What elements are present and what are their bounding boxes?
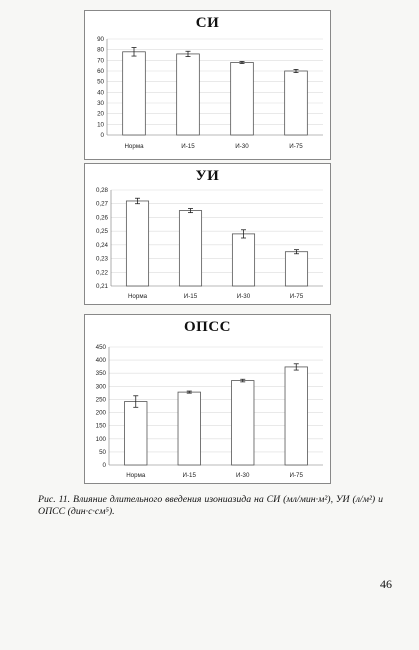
y-tick-label: 60 bbox=[97, 68, 104, 75]
x-tick-label: И-30 bbox=[236, 293, 251, 300]
chart-title: СИ bbox=[195, 15, 220, 31]
x-tick-label: И-15 bbox=[181, 143, 195, 150]
bar bbox=[285, 71, 308, 135]
x-tick-label: И-15 bbox=[183, 293, 198, 300]
y-tick-label: 150 bbox=[95, 422, 106, 430]
y-tick-label: 0 bbox=[102, 462, 106, 469]
x-tick-label: И-15 bbox=[182, 472, 196, 479]
y-tick-label: 0,24 bbox=[95, 241, 108, 249]
bar bbox=[179, 211, 201, 286]
bar bbox=[178, 392, 200, 465]
x-tick-label: Норма bbox=[126, 472, 146, 479]
bar bbox=[285, 252, 307, 286]
chart-opss-plot bbox=[85, 315, 330, 483]
bar bbox=[285, 367, 307, 465]
y-tick-label: 200 bbox=[95, 409, 106, 417]
y-tick-label: 30 bbox=[97, 100, 104, 107]
y-tick-label: 0,27 bbox=[95, 200, 108, 208]
chart-ui bbox=[84, 163, 331, 305]
y-tick-label: 0,23 bbox=[95, 255, 108, 263]
bar bbox=[231, 62, 254, 135]
y-tick-label: 40 bbox=[97, 89, 104, 97]
x-tick-label: Норма bbox=[124, 143, 144, 150]
y-tick-label: 400 bbox=[95, 357, 106, 365]
y-tick-label: 0,28 bbox=[95, 187, 108, 194]
y-tick-label: 350 bbox=[95, 370, 106, 378]
figure-caption: Рис. 11. Влияние длительного введения изониазида на СИ (мл/мин·м²), УИ (л/м²) и ОПСС (дин·с·см⁵). bbox=[38, 494, 383, 517]
bar bbox=[126, 201, 148, 286]
y-tick-label: 80 bbox=[97, 46, 104, 54]
x-tick-label: И-75 bbox=[289, 143, 303, 150]
y-tick-label: 20 bbox=[97, 110, 104, 118]
y-tick-label: 10 bbox=[97, 121, 104, 129]
x-tick-label: И-75 bbox=[289, 293, 304, 300]
y-tick-label: 100 bbox=[95, 435, 106, 443]
bar bbox=[123, 52, 146, 135]
bar bbox=[177, 54, 200, 135]
chart-title: УИ bbox=[195, 168, 220, 184]
page-number: 46 bbox=[380, 577, 392, 591]
bar bbox=[125, 402, 147, 465]
chart-ui-plot bbox=[85, 164, 330, 304]
y-tick-label: 300 bbox=[95, 383, 106, 391]
x-tick-label: Норма bbox=[127, 293, 148, 300]
bar bbox=[232, 234, 254, 286]
y-tick-label: 0,25 bbox=[95, 228, 108, 236]
x-tick-label: И-30 bbox=[235, 143, 249, 150]
y-tick-label: 0 bbox=[100, 132, 104, 139]
y-tick-label: 50 bbox=[99, 448, 106, 456]
chart-title: ОПСС bbox=[184, 319, 231, 335]
y-tick-label: 450 bbox=[95, 344, 106, 351]
chart-si bbox=[84, 10, 331, 160]
chart-opss bbox=[84, 314, 331, 484]
y-tick-label: 0,26 bbox=[95, 214, 108, 222]
y-tick-label: 70 bbox=[97, 57, 104, 65]
x-tick-label: И-30 bbox=[236, 472, 250, 479]
y-tick-label: 90 bbox=[97, 36, 104, 43]
y-tick-label: 50 bbox=[97, 78, 104, 86]
y-tick-label: 0,21 bbox=[95, 283, 108, 290]
chart-si-plot bbox=[85, 11, 330, 159]
y-tick-label: 250 bbox=[95, 396, 106, 404]
bar bbox=[232, 381, 254, 465]
x-tick-label: И-75 bbox=[289, 472, 303, 479]
y-tick-label: 0,22 bbox=[95, 269, 108, 277]
